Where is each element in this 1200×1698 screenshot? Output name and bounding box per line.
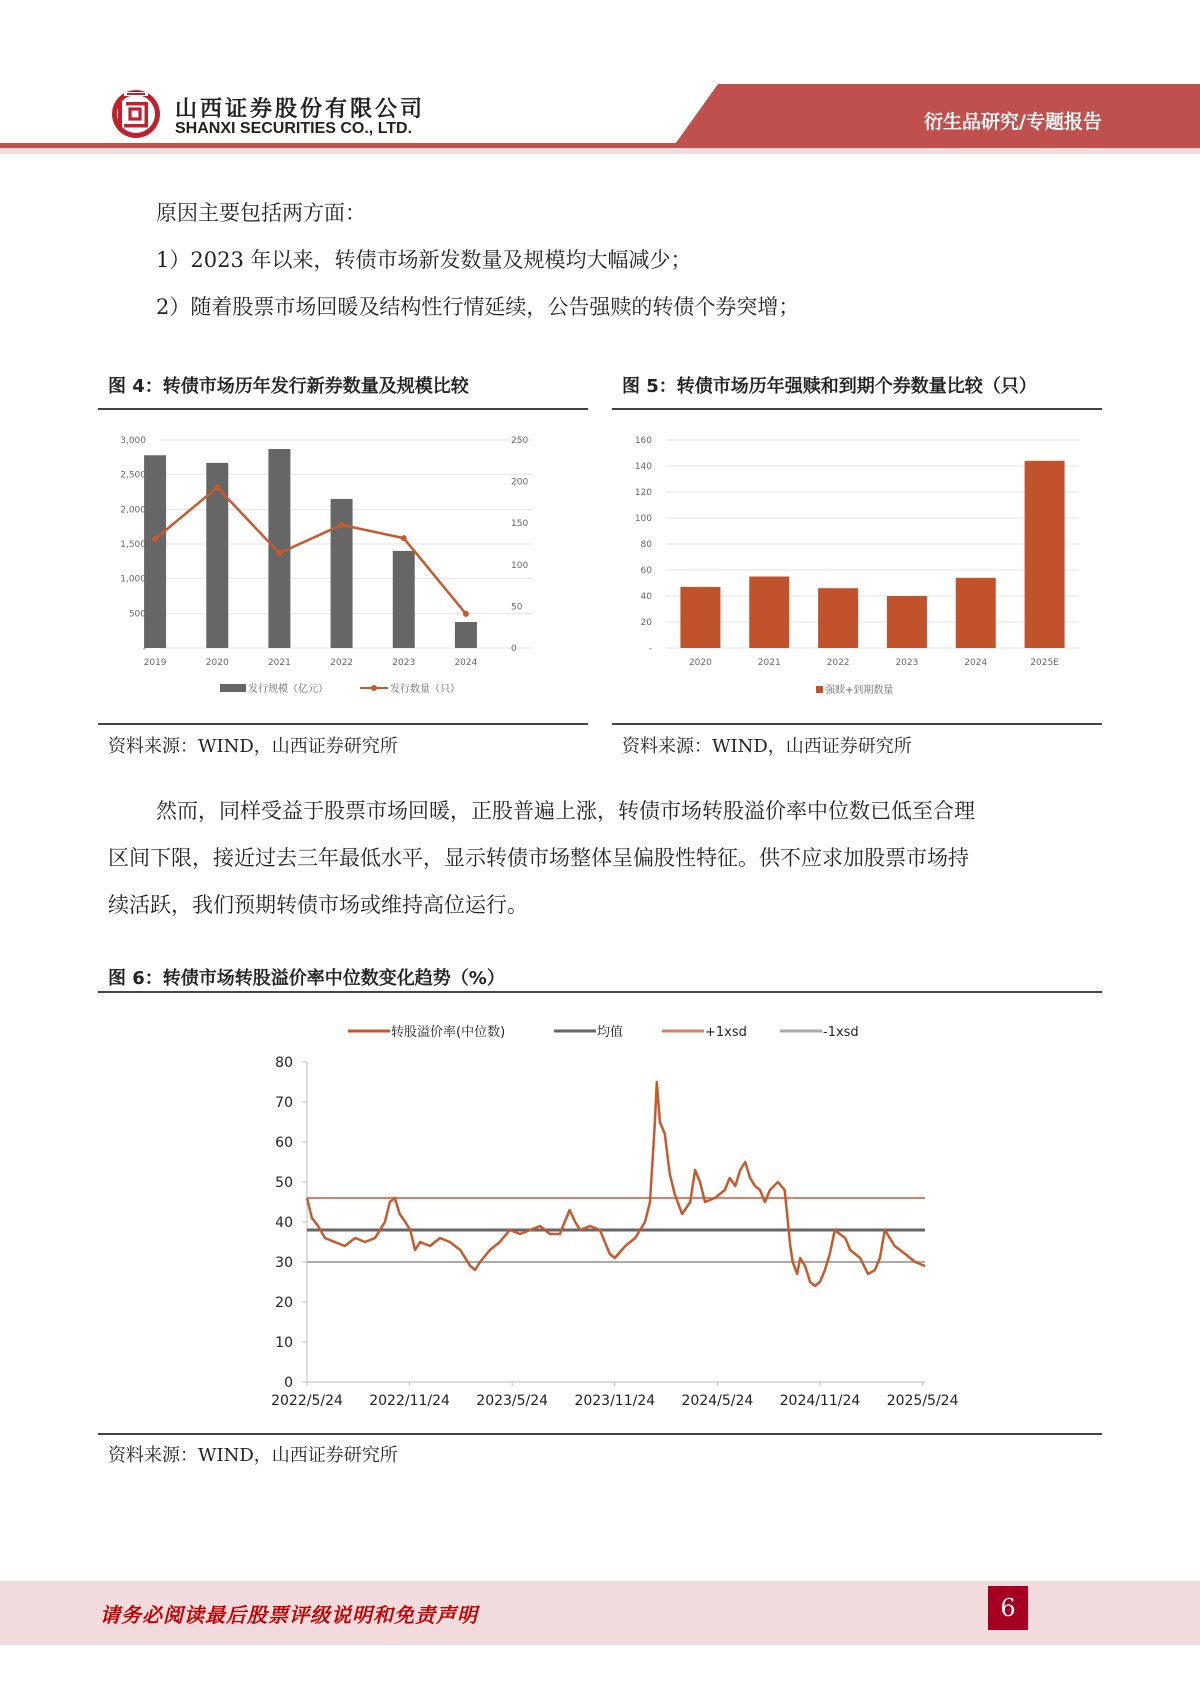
fig4-legend: [220, 682, 460, 695]
svg-text:2020: 2020: [205, 658, 229, 668]
svg-text:2,500: 2,500: [120, 470, 146, 481]
svg-text:2024/5/24: 2024/5/24: [681, 1393, 754, 1409]
fig5-top-rule: [612, 408, 1102, 410]
fig4-bars: [144, 449, 477, 648]
intro-text: 原因主要包括两方面：: [156, 201, 366, 225]
svg-text:10: 10: [275, 1335, 293, 1351]
svg-text:70: 70: [275, 1095, 293, 1111]
paragraph-line-3: 续活跃，我们预期转债市场或维持高位运行。: [108, 893, 528, 917]
svg-text:80: 80: [275, 1055, 293, 1071]
svg-text:2024: 2024: [454, 658, 478, 668]
fig6-legend: [348, 1024, 859, 1040]
svg-text:60: 60: [640, 566, 652, 576]
page-footer: [0, 1581, 1200, 1645]
svg-text:150: 150: [511, 519, 529, 530]
fig6-reference-lines: [307, 1198, 925, 1262]
svg-text:2024/11/24: 2024/11/24: [779, 1393, 861, 1409]
company-name-en: SHANXI SECURITIES CO., LTD.: [175, 120, 413, 137]
fig4-bottom-rule: [98, 723, 588, 725]
svg-text:2021: 2021: [267, 658, 291, 668]
svg-text:250: 250: [511, 436, 529, 446]
svg-text:20: 20: [275, 1295, 293, 1311]
fig4-source: 资料来源：WIND，山西证券研究所: [108, 736, 398, 757]
fig5-title: 图 5：转债市场历年强赎和到期个券数量比较（只）: [622, 376, 1037, 397]
svg-text:均值: 均值: [597, 1025, 624, 1040]
svg-text:2,000: 2,000: [120, 505, 146, 516]
disclaimer-link[interactable]: 请务必阅读最后股票评级说明和免责声明: [100, 1603, 478, 1627]
svg-text:0: 0: [511, 644, 517, 654]
svg-text:2023/5/24: 2023/5/24: [476, 1393, 549, 1409]
fig6-title: 图 6：转债市场转股溢价率中位数变化趋势（%）: [108, 968, 505, 989]
svg-text:40: 40: [275, 1215, 293, 1231]
svg-text:+1xsd: +1xsd: [705, 1025, 747, 1040]
fig6-source: 资料来源：WIND，山西证券研究所: [108, 1445, 398, 1466]
page-header: [0, 0, 1200, 170]
svg-text:-: -: [142, 644, 146, 654]
fig5-bars: [680, 461, 1064, 648]
svg-text:160: 160: [634, 436, 652, 446]
svg-text:2022: 2022: [826, 658, 850, 668]
fig6-bottom-rule: [98, 1433, 1102, 1435]
svg-text:500: 500: [128, 609, 146, 620]
svg-text:50: 50: [511, 602, 523, 613]
fig4-line: [152, 484, 469, 616]
svg-text:2019: 2019: [143, 658, 167, 668]
svg-text:120: 120: [634, 488, 652, 498]
svg-text:2023: 2023: [392, 658, 416, 668]
report-type-label: 衍生品研究/专题报告: [924, 111, 1102, 133]
svg-text:1,000: 1,000: [120, 574, 146, 585]
svg-text:发行数量（只）: 发行数量（只）: [390, 684, 460, 695]
svg-text:强赎+到期数量: 强赎+到期数量: [825, 685, 894, 696]
svg-text:2022: 2022: [330, 658, 354, 668]
svg-text:2022/5/24: 2022/5/24: [271, 1393, 343, 1409]
fig6-axes: [271, 1055, 958, 1409]
svg-text:2024: 2024: [964, 658, 988, 668]
svg-text:2025/5/24: 2025/5/24: [886, 1393, 959, 1409]
svg-text:2025E: 2025E: [1030, 658, 1059, 668]
fig4-chart: [98, 420, 588, 710]
svg-text:20: 20: [640, 618, 652, 628]
svg-text:2021: 2021: [757, 658, 781, 668]
svg-text:2020: 2020: [688, 658, 712, 668]
svg-text:2022/11/24: 2022/11/24: [369, 1393, 450, 1409]
fig5-source: 资料来源：WIND，山西证券研究所: [622, 736, 912, 757]
svg-text:40: 40: [640, 592, 652, 602]
svg-text:-: -: [648, 644, 652, 654]
company-name-cn: 山西证券股份有限公司: [175, 97, 426, 122]
fig4-title: 图 4：转债市场历年发行新券数量及规模比较: [108, 376, 469, 397]
fig5-gridlines: [666, 440, 1079, 648]
fig5-legend: [816, 683, 893, 696]
svg-text:2023: 2023: [895, 658, 919, 668]
svg-text:100: 100: [511, 560, 529, 571]
svg-text:-1xsd: -1xsd: [823, 1025, 859, 1040]
svg-text:发行规模（亿元）: 发行规模（亿元）: [248, 684, 328, 695]
svg-text:转股溢价率(中位数): 转股溢价率(中位数): [391, 1025, 506, 1040]
fig6-chart: [0, 1000, 1200, 1425]
fig4-top-rule: [98, 408, 588, 410]
svg-text:100: 100: [634, 514, 652, 524]
svg-text:140: 140: [634, 462, 652, 472]
svg-text:50: 50: [275, 1175, 293, 1191]
svg-text:2023/11/24: 2023/11/24: [574, 1393, 656, 1409]
svg-text:60: 60: [275, 1135, 293, 1151]
svg-text:3,000: 3,000: [120, 436, 146, 446]
reason-2-text: 2）随着股票市场回暖及结构性行情延续，公告强赎的转债个券突增；: [156, 295, 800, 319]
svg-text:80: 80: [640, 540, 652, 550]
svg-text:200: 200: [511, 477, 529, 488]
reason-1-text: 1）2023 年以来，转债市场新发数量及规模均大幅减少；: [156, 248, 692, 272]
header-band: [0, 0, 1200, 170]
fig6-premium-line: [307, 1082, 925, 1286]
paragraph-line-1: 然而，同样受益于股票市场回暖，正股普遍上涨，转债市场转股溢价率中位数已低至合理: [156, 799, 975, 823]
svg-text:1,500: 1,500: [120, 540, 146, 550]
company-logo-icon: [110, 88, 162, 140]
page-number: 6: [988, 1586, 1028, 1630]
fig5-chart: [612, 420, 1102, 710]
paragraph-line-2: 区间下限，接近过去三年最低水平，显示转债市场整体呈偏股性特征。供不应求加股票市场持: [108, 846, 969, 870]
fig6-top-rule: [98, 991, 1102, 993]
svg-text:0: 0: [284, 1375, 293, 1391]
svg-text:30: 30: [275, 1255, 293, 1271]
fig5-bottom-rule: [612, 723, 1102, 725]
